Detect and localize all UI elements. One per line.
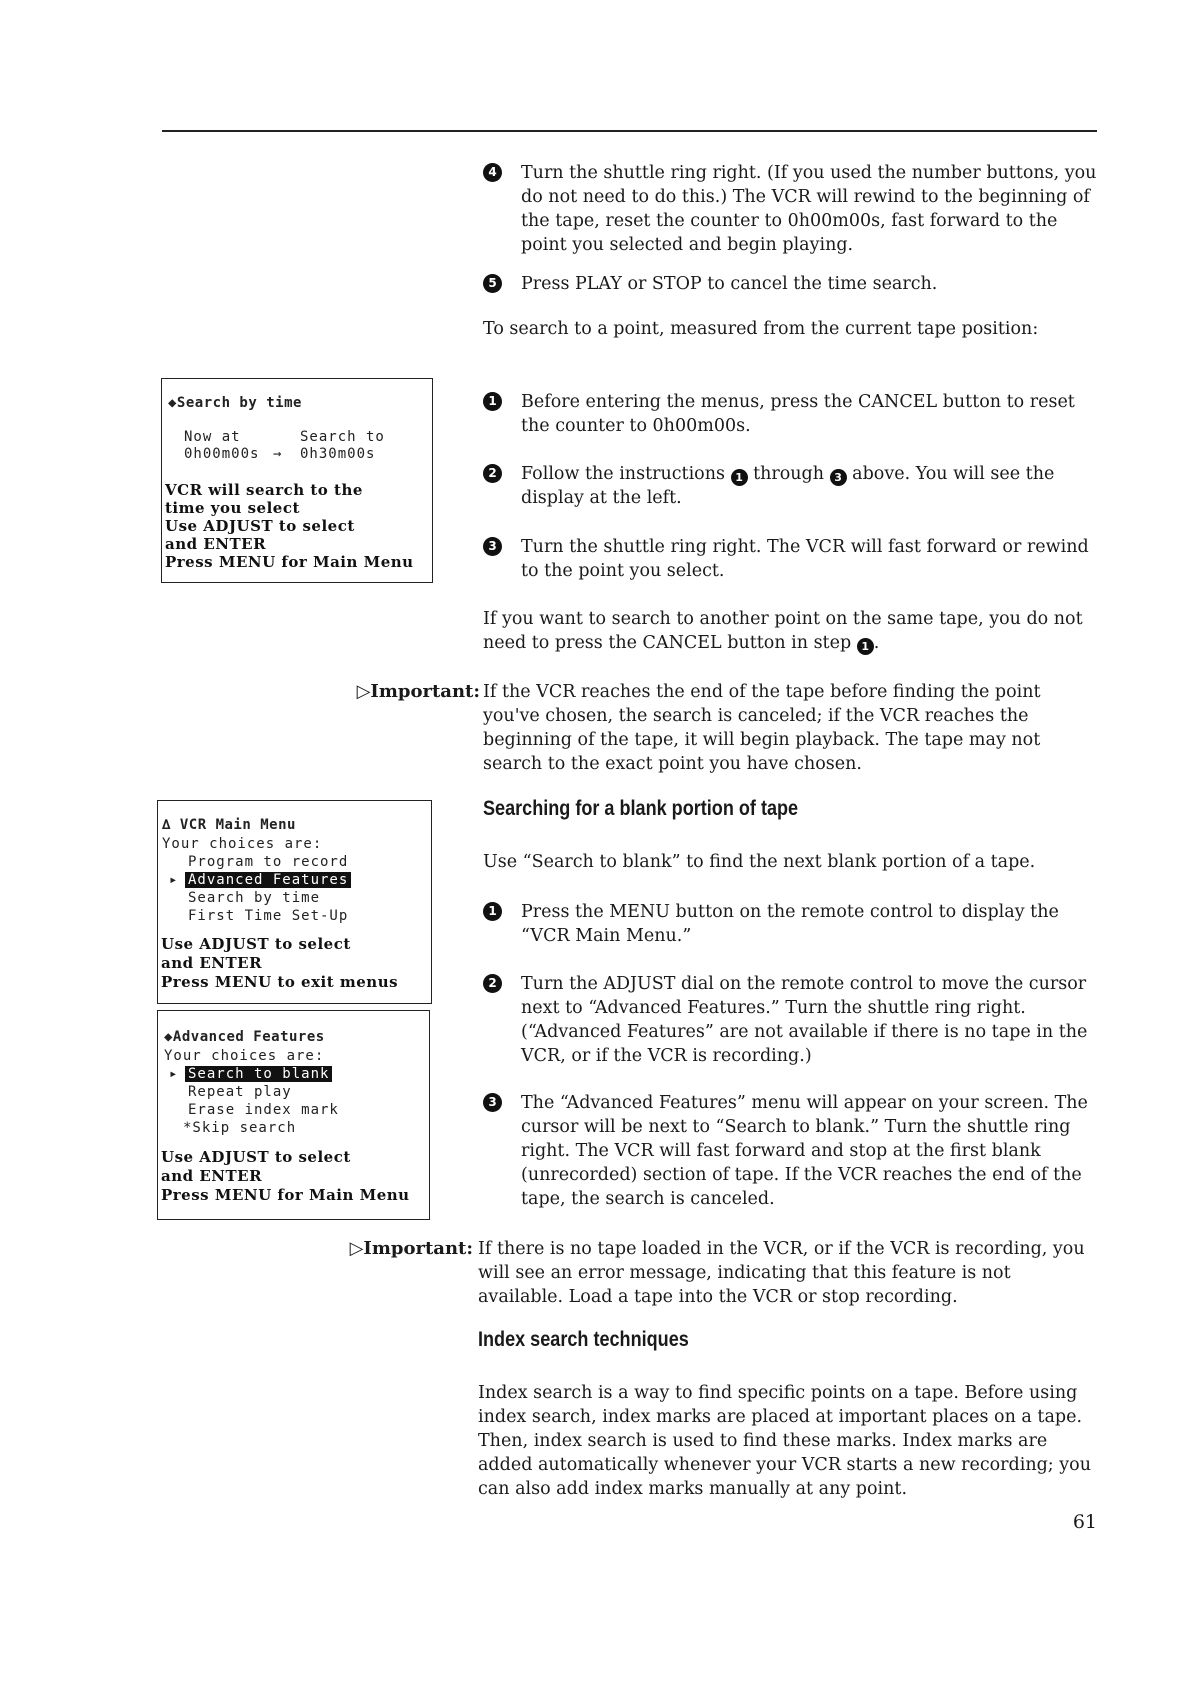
- osd-hint: VCR will search to the: [165, 481, 363, 499]
- step-text: Turn the ADJUST dial on the remote control to move the cursor next to “Advanced Features.” Turn the shuttle ring right. (“Advanced Features” are not available if there is no tape in the VCR, or if the VCR is recording.): [521, 974, 1088, 1066]
- osd-title: ◆Search by time: [168, 395, 302, 411]
- step-number-icon: 2: [483, 464, 502, 483]
- important-label: ▷Important:: [356, 681, 480, 702]
- step-text: The “Advanced Features” menu will appear on your screen. The cursor will be next to “Search to blank.” Turn the shuttle ring right. The VCR will fast forward and stop at the first blank (unrecorded) section of tape. If the VCR reaches the end of the tape, the search is canceled.: [521, 1093, 1088, 1209]
- menu-item: First Time Set-Up: [188, 908, 349, 924]
- important-text: If there is no tape loaded in the VCR, or if the VCR is recording, you will see an error message, indicating that this feature is not available. Load a tape into the VCR or stop recording.: [478, 1239, 1085, 1307]
- osd-hint: time you select: [165, 499, 300, 517]
- osd-hint: Press MENU for Main Menu: [161, 1186, 410, 1204]
- step-1-blank: [483, 900, 1098, 948]
- osd-target-value: 0h30m00s: [300, 446, 376, 462]
- step-number-icon: 3: [483, 537, 502, 556]
- step-4: [483, 161, 1098, 257]
- menu-item: Repeat play: [188, 1084, 292, 1100]
- same-tape-note: If you want to search to another point on the same tape, you do not need to press the CANCEL button in step 1 .: [483, 609, 1083, 653]
- osd-now-value: 0h00m00s: [184, 446, 260, 462]
- osd-hint: Use ADJUST to select: [165, 517, 355, 535]
- blank-intro: Use “Search to blank” to find the next blank portion of a tape.: [483, 852, 1036, 872]
- step-ref-icon: 3: [830, 469, 847, 486]
- osd-hint: and ENTER: [165, 535, 267, 553]
- step-ref-icon: 1: [731, 469, 748, 486]
- osd-search-to-label: Search to: [300, 429, 385, 445]
- step-2-blank: [483, 972, 1098, 1068]
- menu-item: Search by time: [188, 890, 321, 906]
- osd-hint: Use ADJUST to select: [161, 1148, 351, 1166]
- important-text: If the VCR reaches the end of the tape before finding the point you've chosen, the search is canceled; if the VCR reaches the beginning of the tape, it will begin playback. The tape may not search to the exact point you have chosen.: [483, 682, 1041, 774]
- step-2-current: [483, 462, 1098, 510]
- osd-subtitle: Your choices are:: [162, 836, 323, 852]
- step-text: Follow the instructions 1 through 3 above. You will see the display at the left.: [521, 464, 1055, 508]
- osd-hint: Use ADJUST to select: [161, 935, 351, 953]
- step-text: Turn the shuttle ring right. The VCR will fast forward or rewind to the point you select.: [521, 537, 1089, 581]
- osd-now-at-label: Now at: [184, 429, 241, 445]
- osd-vcr-main-menu: [157, 800, 432, 1004]
- step-text: Before entering the menus, press the CANCEL button to reset the counter to 0h00m00s.: [521, 392, 1075, 436]
- step-number-icon: 2: [483, 974, 502, 993]
- step-3-current: [483, 535, 1098, 583]
- step-text: Press the MENU button on the remote control to display the “VCR Main Menu.”: [521, 902, 1059, 946]
- section-heading-index: Index search techniques: [478, 1328, 689, 1351]
- step-text: Press PLAY or STOP to cancel the time search.: [521, 274, 938, 294]
- osd-title: ∆ VCR Main Menu: [162, 817, 296, 833]
- osd-hint: and ENTER: [161, 1167, 263, 1185]
- menu-item: Program to record: [188, 854, 349, 870]
- important-label: ▷Important:: [349, 1238, 473, 1259]
- step-5: [483, 272, 1098, 296]
- index-paragraph: Index search is a way to find specific points on a tape. Before using index search, index marks are placed at important places on a tape. Then, index search is used to find these marks. Index marks are added automatically whenever your VCR starts a new recording; you can also add index marks manually at any point.: [478, 1383, 1091, 1499]
- arrow-icon: →: [273, 446, 283, 462]
- osd-search-by-time: [161, 378, 433, 583]
- osd-title: ◆Advanced Features: [164, 1029, 325, 1045]
- step-ref-icon: 1: [857, 638, 874, 655]
- osd-hint: Press MENU for Main Menu: [165, 553, 414, 571]
- step-1-current: [483, 390, 1098, 438]
- step-number-icon: 4: [483, 163, 502, 182]
- cursor-icon: ▸: [169, 872, 179, 888]
- step-number-icon: 5: [483, 274, 502, 293]
- intro-current-position: To search to a point, measured from the current tape position:: [483, 319, 1039, 339]
- page-number: 61: [1072, 1511, 1097, 1533]
- menu-item: *Skip search: [183, 1120, 297, 1136]
- step-number-icon: 3: [483, 1093, 502, 1112]
- section-heading-blank: Searching for a blank portion of tape: [483, 797, 799, 820]
- header-rule: [162, 130, 1097, 132]
- step-3-blank: [483, 1091, 1098, 1211]
- step-text: Turn the shuttle ring right. (If you used the number buttons, you do not need to do this.) The VCR will rewind to the beginning of the tape, reset the counter to 0h00m00s, fast forward to the point you selected and begin playing.: [521, 163, 1097, 255]
- osd-hint: Press MENU to exit menus: [161, 973, 399, 991]
- menu-item-selected: Advanced Features: [185, 872, 351, 888]
- cursor-icon: ▸: [169, 1066, 179, 1082]
- step-number-icon: 1: [483, 902, 502, 921]
- osd-subtitle: Your choices are:: [164, 1048, 325, 1064]
- osd-hint: and ENTER: [161, 954, 263, 972]
- osd-advanced-features: [157, 1010, 430, 1220]
- step-number-icon: 1: [483, 392, 502, 411]
- menu-item-selected: Search to blank: [185, 1066, 332, 1082]
- menu-item: Erase index mark: [188, 1102, 339, 1118]
